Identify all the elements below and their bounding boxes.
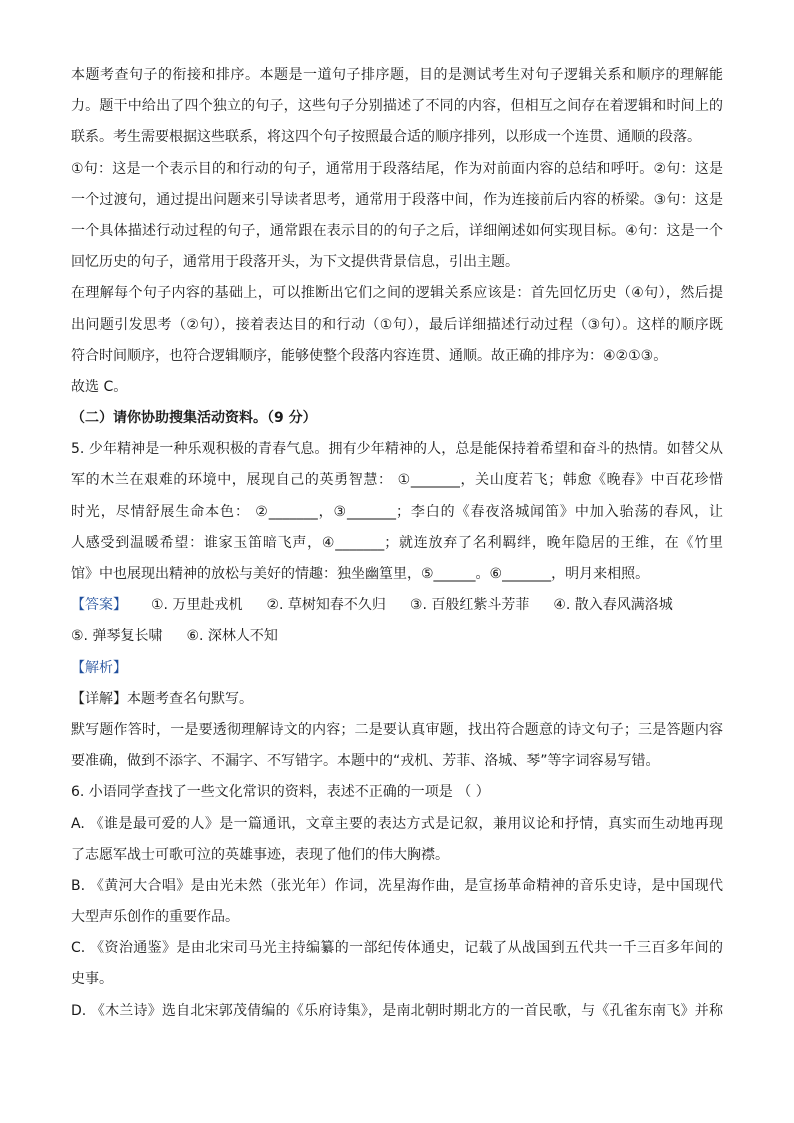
analysis-line: 一个具体描述行动过程的句子，通常跟在表示目的的句子之后，详细阐述如何实现目标。④句：这是一个	[71, 222, 723, 239]
option-b-line: 大型声乐创作的重要作品。	[71, 909, 239, 926]
answer-item: ②. 草树知春不久归	[266, 597, 386, 614]
document-page	[71, 60, 723, 1027]
detail-line: 默写题作答时，一是要透彻理解诗文的内容；二是要认真审题，找出符合题意的诗文句子；三是答题内容	[71, 721, 723, 738]
question-5-line: 人感受到温暖希望：谁家玉笛暗飞声，④_______；就连放弃了名利羁绊，晚年隐居的王维，在《竹里	[71, 534, 723, 551]
analysis-line: 出问题引发思考（②句），接着表达目的和行动（①句），最后详细描述行动过程（③句）。这样的顺序既	[71, 316, 723, 333]
option-b-line: B. 《黄河大合唱》是由光未然（张光年）作词，冼星海作曲，是宣扬革命精神的音乐史诗，是中国现代	[71, 877, 723, 894]
analysis-line: 联系。考生需要根据这些联系，将这四个句子按照最合适的顺序排列，以形成一个连贯、通顺的段落。	[71, 129, 701, 146]
analysis-label: 【解析】	[71, 659, 127, 676]
section-heading: （二）请你协助搜集活动资料。（9 分）	[71, 410, 317, 427]
question-5-line: 时光，尽情舒展生命本色： ②_______，③_______；李白的《春夜洛城闻笛》中加入骀荡的春风，让	[71, 503, 723, 520]
question-6-stem: 6. 小语同学查找了一些文化常识的资料，表述不正确的一项是 （ ）	[71, 784, 490, 801]
answer-item: ④. 散入春风满洛城	[553, 597, 673, 614]
answer-item: ⑤. 弹琴复长啸	[71, 628, 163, 645]
answer-item: ①. 万里赴戎机	[151, 597, 243, 614]
analysis-line: 在理解每个句子内容的基础上，可以推断出它们之间的逻辑关系应该是：首先回忆历史（④句），然后提	[71, 285, 723, 302]
answer-item: ③. 百般红紫斗芳菲	[409, 597, 530, 614]
analysis-line: 一个过渡句，通过提出问题来引导读者思考，通常用于段落中间，作为连接前后内容的桥梁。③句：这是	[71, 191, 723, 208]
answer-row	[71, 621, 723, 652]
answer-label: 【答案】	[71, 597, 127, 614]
question-5-line: 5. 少年精神是一种乐观积极的青春气息。拥有少年精神的人，总是能保持着希望和奋斗的热情。如替父从	[71, 441, 723, 458]
option-c-line: 史事。	[71, 971, 113, 988]
option-d-line: D. 《木兰诗》选自北宋郭茂倩编的《乐府诗集》，是南北朝时期北方的一首民歌，与《孔雀东南飞》并称	[71, 1002, 723, 1019]
analysis-line: 本题考查句子的衔接和排序。本题是一道句子排序题，目的是测试考生对句子逻辑关系和顺序的理解能	[71, 67, 723, 83]
analysis-line: ①句：这是一个表示目的和行动的句子，通常用于段落结尾，作为对前面内容的总结和呼吁。②句：这是	[71, 160, 723, 177]
analysis-line: 回忆历史的句子，通常用于段落开头，为下文提供背景信息，引出主题。	[71, 254, 519, 271]
analysis-line: 力。题干中给出了四个独立的句子，这些句子分别描述了不同的内容，但相互之间存在着逻辑和时间上的	[71, 98, 723, 115]
question-5-line: 馆》中也展现出精神的放松与美好的情趣：独坐幽篁里，⑤______。⑥_______，明月来相照。	[71, 566, 650, 582]
detail-line: 要准确，做到不添字、不漏字、不写错字。本题中的“戎机、芳菲、洛城、琴”等字词容易写错。	[71, 753, 660, 770]
detail-line: 【详解】本题考查名句默写。	[71, 690, 253, 707]
option-a-line: A. 《谁是最可爱的人》是一篇通讯，文章主要的表达方式是记叙，兼用议论和抒情，真实而生动地再现	[71, 815, 723, 832]
answer-row	[71, 590, 723, 621]
conclusion-line: 故选 C。	[71, 378, 128, 395]
answer-item: ⑥. 深林人不知	[186, 628, 278, 645]
option-c-line: C. 《资治通鉴》是由北宋司马光主持编纂的一部纪传体通史，记载了从战国到五代共一千三百多年间的	[71, 940, 723, 957]
analysis-line: 符合时间顺序，也符合逻辑顺序，能够使整个段落内容连贯、通顺。故正确的排序为：④②①③。	[71, 347, 668, 364]
question-5-line: 军的木兰在艰难的环境中，展现自己的英勇智慧： ①_______，关山度若飞；韩愈《晚春》中百花珍惜	[71, 472, 723, 489]
option-a-line: 了志愿军战士可歌可泣的英雄事迹，表现了他们的伟大胸襟。	[71, 846, 449, 863]
